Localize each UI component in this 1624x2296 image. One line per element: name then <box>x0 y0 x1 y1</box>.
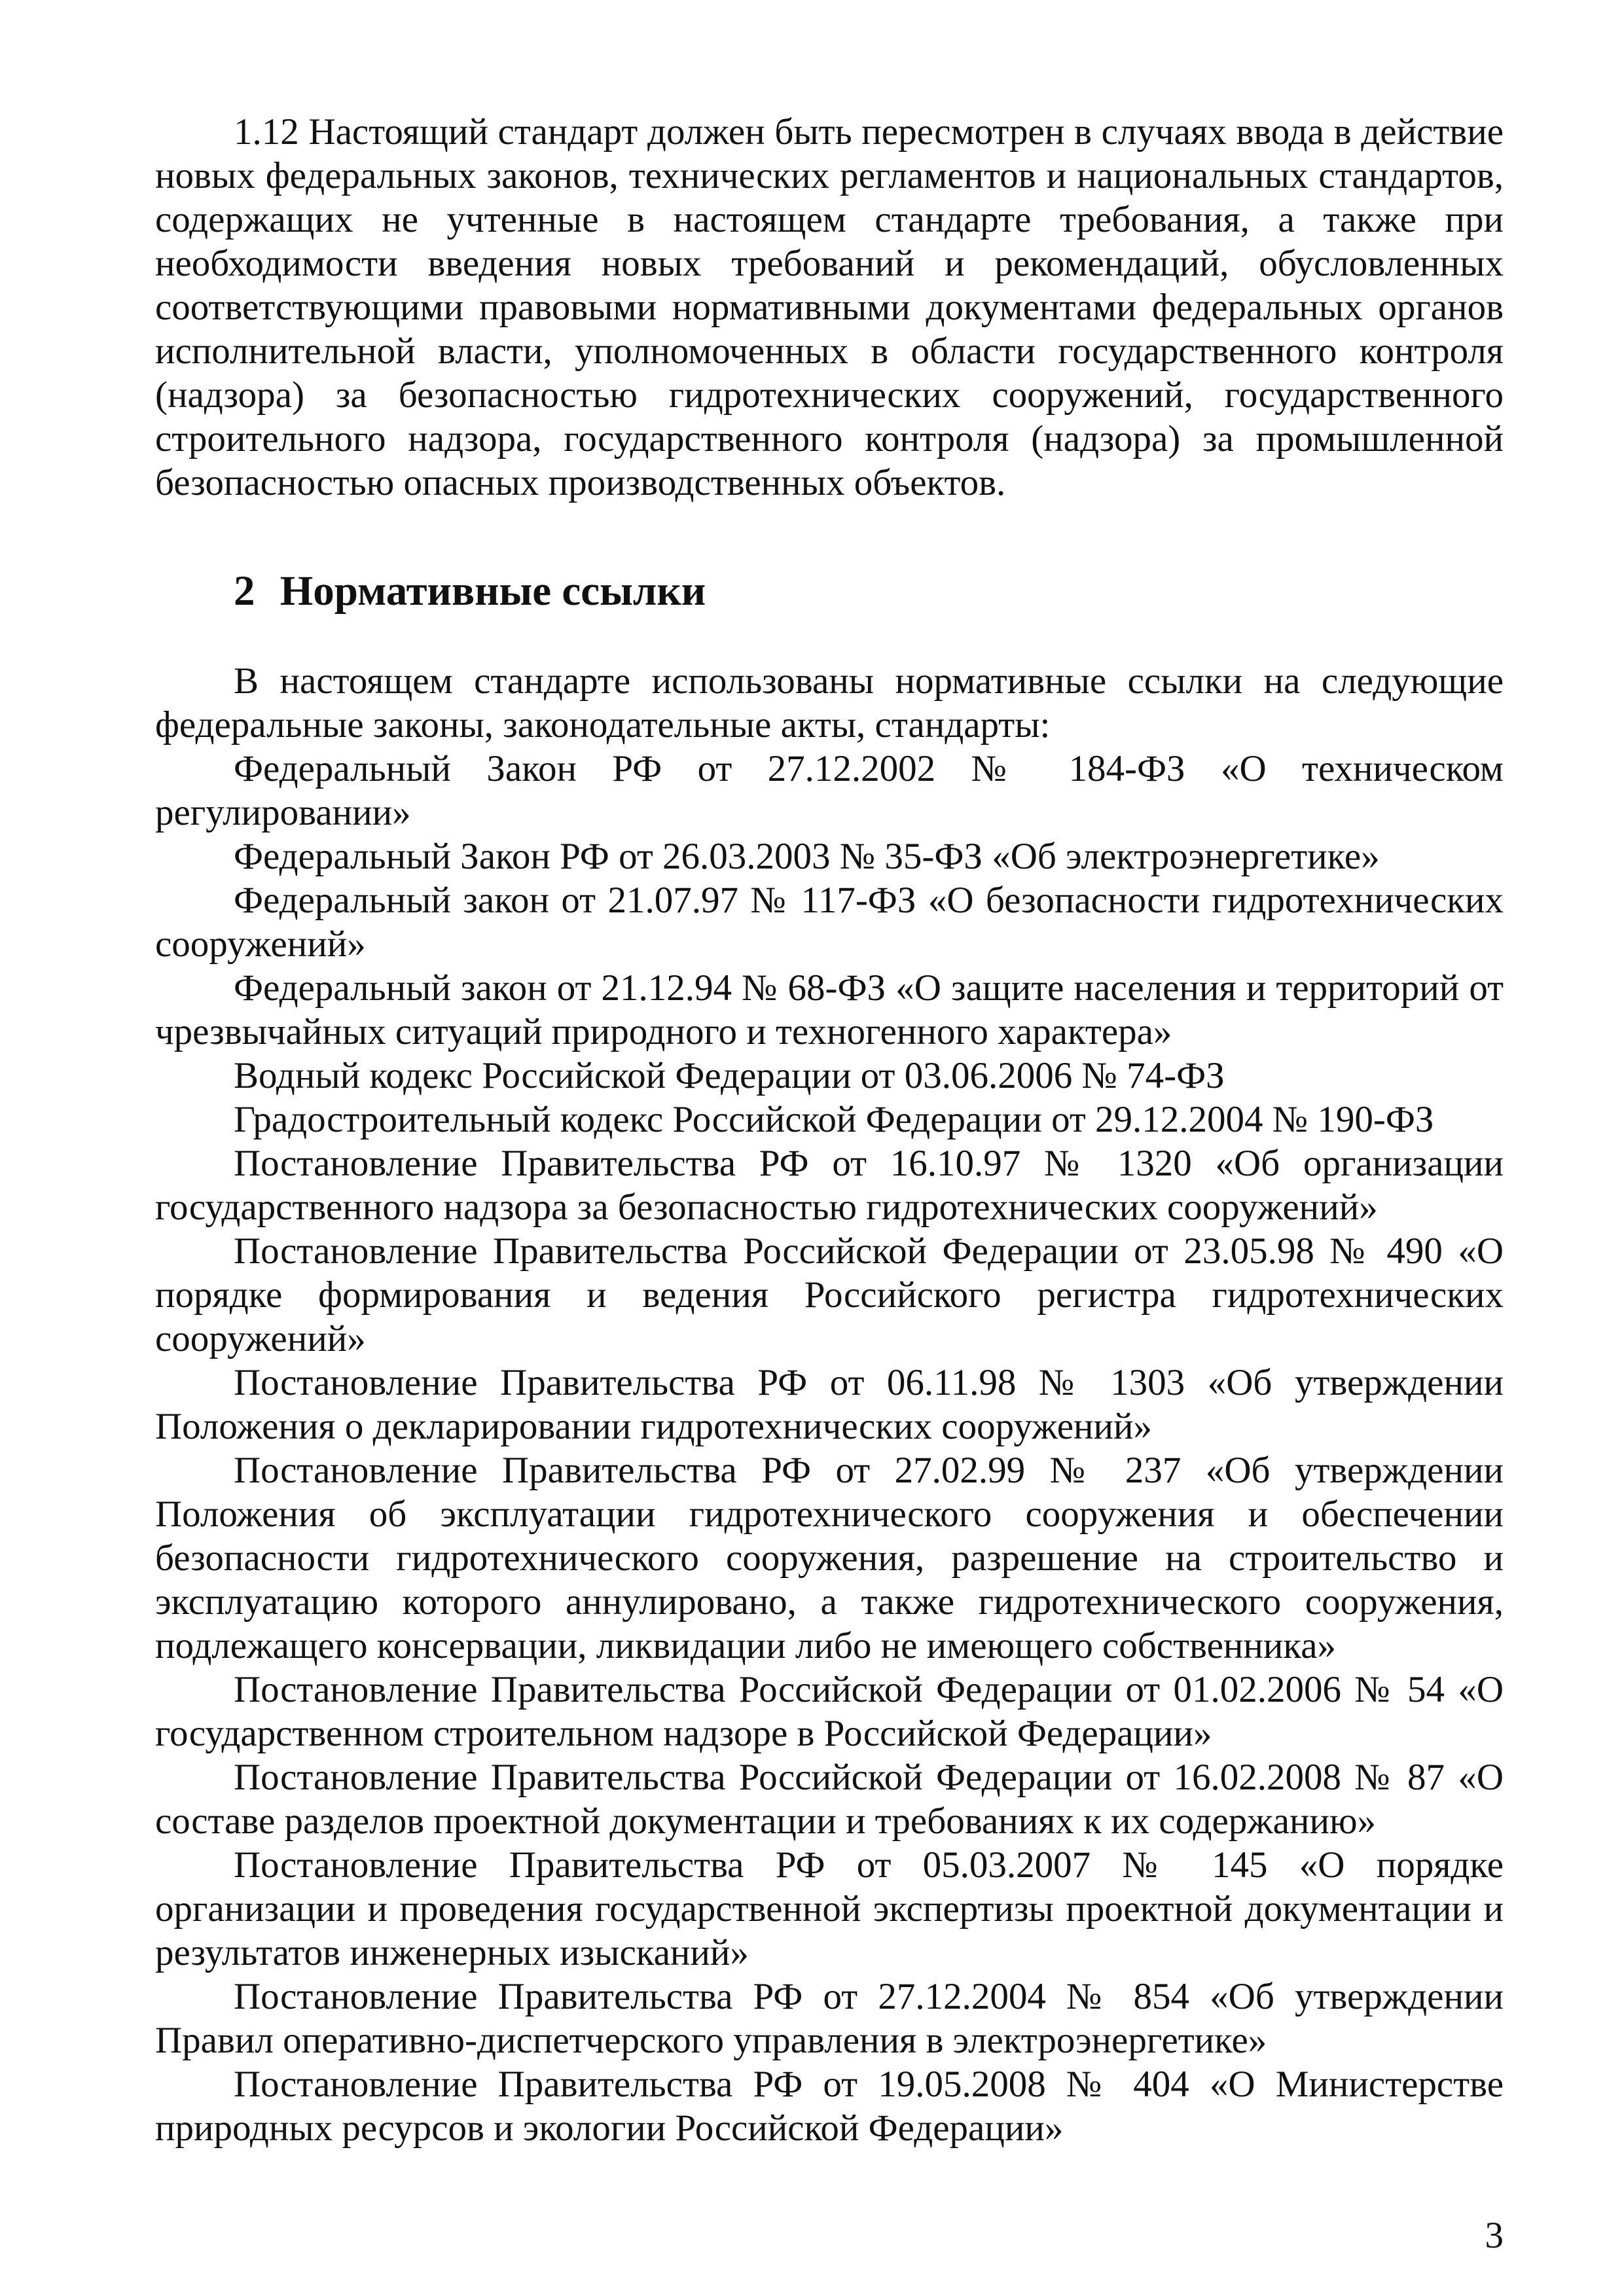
reference-item: Федеральный закон от 21.12.94 № 68-ФЗ «О защите населения и территорий от чрезвычайных ситуаций природного и техногенного характера» <box>155 967 1504 1052</box>
reference-item: Постановление Правительства РФ от 27.02.99 № 237 «Об утверждении Положения об эксплуатации гидротехнического сооружения и обеспечении безопасности гидротехнического сооружения, разрешение на строительство и эксплуатацию которого аннулировано, а также гидротехнического сооружения, подлежащего консервации, ликвидации либо не имеющего собственника» <box>155 1450 1504 1666</box>
section-heading <box>155 565 1504 617</box>
page-content <box>155 110 1504 2150</box>
reference-item: Постановление Правительства РФ от 05.03.2007 № 145 «О порядке организации и проведения государственной экспертизы проектной документации и результатов инженерных изысканий» <box>155 1844 1504 1973</box>
reference-item: Федеральный Закон РФ от 26.03.2003 № 35-ФЗ «Об электроэнергетике» <box>234 836 1380 877</box>
reference-item: Постановление Правительства РФ от 06.11.98 № 1303 «Об утверждении Положения о декларировании гидротехнических сооружений» <box>155 1362 1504 1447</box>
reference-item: Федеральный Закон РФ от 27.12.2002 № 184-ФЗ «О техническом регулировании» <box>155 748 1504 833</box>
section-title: Нормативные ссылки <box>280 567 706 615</box>
reference-item: Постановление Правительства Российской Федерации от 01.02.2006 № 54 «О государственном строительном надзоре в Российской Федерации» <box>155 1669 1504 1754</box>
reference-item: Федеральный закон от 21.07.97 № 117-ФЗ «О безопасности гидротехнических сооружений» <box>155 880 1504 965</box>
paragraph-1-12: 1.12 Настоящий стандарт должен быть пересмотрен в случаях ввода в действие новых федеральных законов, технических регламентов и национальных стандартов, содержащих не учтенные в настоящем стандарте требования, а также при необходимости введения новых требований и рекомендаций, обусловленных соответствующими правовыми нормативными документами федеральных органов исполнительной власти, уполномоченных в области государственного контроля (надзора) за безопасностью гидротехнических сооружений, государственного строительного надзора, государственного контроля (надзора) за промышленной безопасностью опасных производственных объектов. <box>155 111 1504 503</box>
reference-item: Постановление Правительства РФ от 16.10.97 № 1320 «Об организации государственного надзора за безопасностью гидротехнических сооружений» <box>155 1143 1504 1228</box>
reference-item: Градостроительный кодекс Российской Федерации от 29.12.2004 № 190-ФЗ <box>234 1099 1434 1140</box>
reference-item: Постановление Правительства Российской Федерации от 16.02.2008 № 87 «О составе разделов проектной документации и требованиях к их содержанию» <box>155 1757 1504 1842</box>
page-number: 3 <box>1485 2215 1504 2256</box>
section-intro: В настоящем стандарте использованы нормативные ссылки на следующие федеральные законы, законодательные акты, стандарты: <box>155 660 1504 745</box>
reference-item: Постановление Правительства Российской Федерации от 23.05.98 № 490 «О порядке формирования и ведения Российского регистра гидротехнических сооружений» <box>155 1230 1504 1359</box>
reference-item: Водный кодекс Российской Федерации от 03.06.2006 № 74-ФЗ <box>234 1055 1225 1096</box>
reference-item: Постановление Правительства РФ от 19.05.2008 № 404 «О Министерстве природных ресурсов и экологии Российской Федерации» <box>155 2064 1504 2149</box>
reference-list <box>155 747 1504 2150</box>
section-number: 2 <box>234 567 255 615</box>
reference-item: Постановление Правительства РФ от 27.12.2004 № 854 «Об утверждении Правил оперативно-диспетчерского управления в электроэнергетике» <box>155 1976 1504 2061</box>
